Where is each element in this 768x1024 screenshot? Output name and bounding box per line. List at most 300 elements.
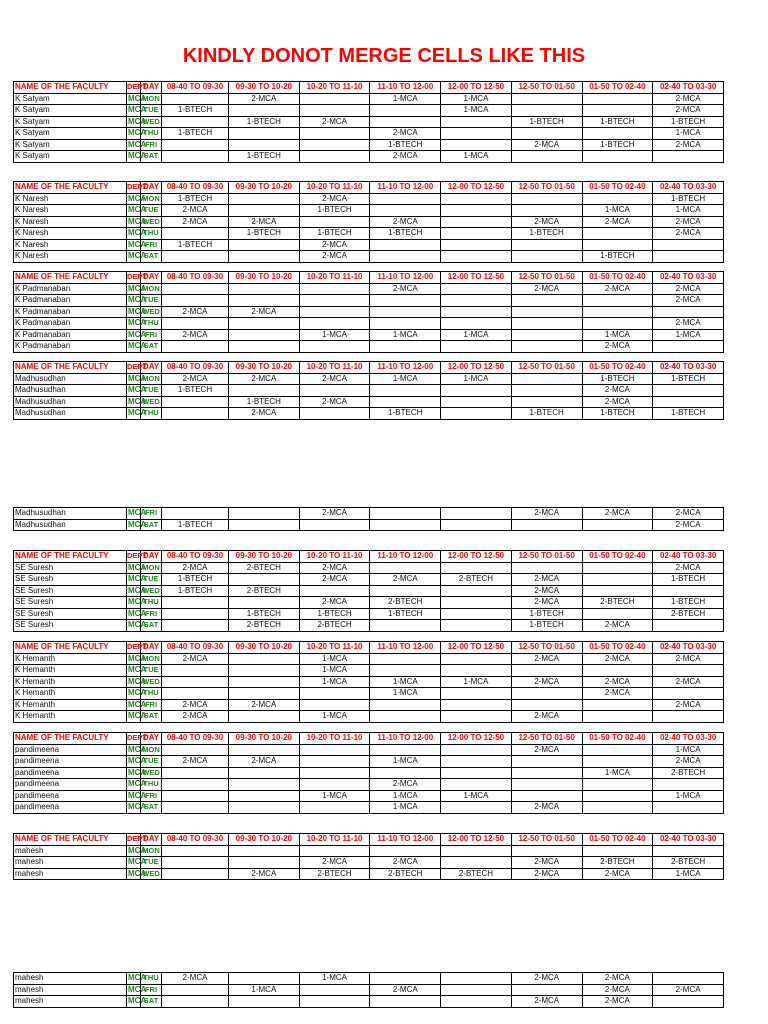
table-row bbox=[14, 620, 724, 632]
period-cell: 1-BTECH bbox=[582, 373, 653, 385]
period-cell bbox=[582, 711, 653, 723]
period-cell bbox=[441, 216, 512, 228]
dept-cell: MCA bbox=[128, 396, 147, 406]
period-cell bbox=[441, 139, 512, 151]
column-header: 02-40 TO 03-30 bbox=[653, 362, 724, 374]
period-cell: 1-MCA bbox=[441, 93, 512, 105]
day-cell: THU bbox=[141, 318, 162, 330]
period-cell: 2-MCA bbox=[582, 984, 653, 996]
period-cell bbox=[162, 341, 229, 353]
period-cell: 2-BTECH bbox=[229, 620, 300, 632]
period-cell bbox=[441, 802, 512, 814]
period-cell: 1-MCA bbox=[582, 205, 653, 217]
period-cell bbox=[370, 996, 441, 1008]
column-header: 11-10 TO 12-00 bbox=[370, 362, 441, 374]
day-cell: MON bbox=[142, 845, 160, 855]
column-header: DAY bbox=[141, 834, 162, 846]
dept-cell: MCA bbox=[128, 216, 147, 226]
period-cell bbox=[441, 128, 512, 140]
period-cell bbox=[441, 385, 512, 397]
period-cell bbox=[299, 699, 370, 711]
period-cell bbox=[441, 193, 512, 205]
day-cell: MON bbox=[142, 283, 160, 293]
column-header: 12-00 TO 12-50 bbox=[441, 82, 512, 94]
period-cell bbox=[511, 396, 582, 408]
period-cell: 1-MCA bbox=[370, 688, 441, 700]
faculty-name-cell: K Hemanth bbox=[14, 653, 127, 665]
faculty-name-cell: Madhusudhan bbox=[14, 385, 127, 397]
period-cell: 2-MCA bbox=[162, 699, 229, 711]
period-cell bbox=[229, 767, 300, 779]
faculty-name-cell: Madhusudhan bbox=[14, 396, 127, 408]
dept-cell: MCA bbox=[128, 767, 147, 777]
table-row bbox=[14, 239, 724, 251]
period-cell: 1-BTECH bbox=[229, 608, 300, 620]
column-header: 01-50 TO 02-40 bbox=[582, 642, 653, 654]
dept-cell: MCA bbox=[128, 373, 147, 383]
table-row bbox=[14, 116, 724, 128]
period-cell: 2-MCA bbox=[162, 373, 229, 385]
period-cell: 2-MCA bbox=[582, 676, 653, 688]
period-cell: 2-MCA bbox=[370, 779, 441, 791]
period-cell bbox=[653, 973, 724, 985]
period-cell: 2-MCA bbox=[229, 756, 300, 768]
period-cell bbox=[162, 116, 229, 128]
period-cell bbox=[229, 508, 300, 520]
table-row bbox=[14, 385, 724, 397]
period-cell bbox=[229, 802, 300, 814]
dept-cell: MCA bbox=[128, 744, 147, 754]
period-cell: 1-BTECH bbox=[370, 139, 441, 151]
period-cell bbox=[229, 283, 300, 295]
column-header: 12-00 TO 12-50 bbox=[441, 642, 512, 654]
period-cell bbox=[582, 790, 653, 802]
period-cell bbox=[370, 105, 441, 117]
column-header: DEPT bbox=[127, 834, 148, 844]
header-row bbox=[14, 733, 724, 745]
faculty-name-cell: mahesh bbox=[14, 973, 127, 985]
column-header: 02-40 TO 03-30 bbox=[653, 642, 724, 654]
period-cell bbox=[441, 608, 512, 620]
day-cell: FRI bbox=[141, 139, 162, 151]
period-cell: 2-BTECH bbox=[370, 597, 441, 609]
day-cell: TUE bbox=[141, 205, 162, 217]
table-row bbox=[14, 608, 724, 620]
period-cell bbox=[299, 151, 370, 163]
period-cell bbox=[162, 251, 229, 263]
period-cell: 2-MCA bbox=[511, 574, 582, 586]
column-header: 02-40 TO 03-30 bbox=[653, 272, 724, 284]
dept-cell: MCA bbox=[128, 711, 147, 721]
table-row bbox=[14, 105, 724, 117]
period-cell bbox=[162, 688, 229, 700]
table-row bbox=[14, 562, 724, 574]
faculty-name-cell: mahesh bbox=[14, 996, 127, 1008]
period-cell bbox=[653, 385, 724, 397]
period-cell bbox=[582, 228, 653, 240]
period-cell: 1-MCA bbox=[370, 756, 441, 768]
column-header: 12-50 TO 01-50 bbox=[511, 733, 582, 745]
period-cell bbox=[162, 845, 229, 857]
period-cell bbox=[162, 295, 229, 307]
period-cell bbox=[370, 845, 441, 857]
faculty-name-cell: K Padmanaban bbox=[14, 341, 127, 353]
period-cell bbox=[441, 283, 512, 295]
period-cell: 2-MCA bbox=[229, 868, 300, 880]
period-cell: 2-MCA bbox=[162, 205, 229, 217]
period-cell: 1-MCA bbox=[299, 711, 370, 723]
period-cell bbox=[441, 562, 512, 574]
period-cell bbox=[582, 744, 653, 756]
period-cell: 1-MCA bbox=[653, 790, 724, 802]
day-cell: MON bbox=[142, 373, 160, 383]
period-cell: 2-MCA bbox=[511, 744, 582, 756]
period-cell bbox=[582, 105, 653, 117]
period-cell bbox=[299, 688, 370, 700]
day-cell: TUE bbox=[141, 857, 162, 869]
dept-cell: MCA bbox=[128, 239, 147, 249]
period-cell: 1-MCA bbox=[441, 329, 512, 341]
period-cell bbox=[370, 385, 441, 397]
day-cell: SAT bbox=[141, 251, 162, 263]
column-header: 11-10 TO 12-00 bbox=[370, 733, 441, 745]
column-header: 10-20 TO 11-10 bbox=[299, 182, 370, 194]
period-cell bbox=[653, 251, 724, 263]
dept-cell: MCA bbox=[128, 996, 147, 1006]
period-cell: 1-BTECH bbox=[653, 574, 724, 586]
period-cell: 1-MCA bbox=[370, 329, 441, 341]
day-cell: THU bbox=[141, 688, 162, 700]
period-cell: 1-MCA bbox=[299, 329, 370, 341]
faculty-name-cell: K Naresh bbox=[14, 251, 127, 263]
period-cell bbox=[162, 996, 229, 1008]
period-cell: 1-MCA bbox=[441, 373, 512, 385]
period-cell: 1-BTECH bbox=[582, 251, 653, 263]
dept-cell: MCA bbox=[128, 665, 147, 675]
column-header: 12-00 TO 12-50 bbox=[441, 733, 512, 745]
period-cell bbox=[299, 139, 370, 151]
faculty-name-cell: K Hemanth bbox=[14, 688, 127, 700]
day-cell: THU bbox=[141, 597, 162, 609]
dept-cell: MCA bbox=[128, 283, 147, 293]
day-cell: FRI bbox=[141, 984, 162, 996]
day-cell: MON bbox=[142, 744, 160, 754]
faculty-name-cell: K Hemanth bbox=[14, 676, 127, 688]
period-cell bbox=[229, 318, 300, 330]
period-cell: 1-BTECH bbox=[299, 228, 370, 240]
column-header: 01-50 TO 02-40 bbox=[582, 272, 653, 284]
period-cell bbox=[370, 306, 441, 318]
period-cell bbox=[441, 295, 512, 307]
period-cell bbox=[653, 151, 724, 163]
period-cell: 1-MCA bbox=[299, 665, 370, 677]
period-cell: 1-MCA bbox=[370, 93, 441, 105]
table-row bbox=[14, 329, 724, 341]
period-cell bbox=[582, 519, 653, 531]
day-cell: MON bbox=[142, 93, 160, 103]
table-row bbox=[14, 151, 724, 163]
period-cell bbox=[162, 620, 229, 632]
day-cell: SAT bbox=[141, 620, 162, 632]
period-cell: 2-MCA bbox=[299, 251, 370, 263]
faculty-name-cell: K Hemanth bbox=[14, 699, 127, 711]
dept-cell: MCA bbox=[128, 868, 147, 878]
column-header: 11-10 TO 12-00 bbox=[370, 551, 441, 563]
period-cell: 1-BTECH bbox=[582, 116, 653, 128]
period-cell bbox=[511, 295, 582, 307]
column-header: 10-20 TO 11-10 bbox=[299, 272, 370, 284]
day-cell: FRI bbox=[141, 608, 162, 620]
period-cell bbox=[370, 562, 441, 574]
period-cell bbox=[162, 779, 229, 791]
column-header: 01-50 TO 02-40 bbox=[582, 82, 653, 94]
period-cell: 2-MCA bbox=[511, 973, 582, 985]
period-cell: 2-MCA bbox=[582, 688, 653, 700]
dept-cell: MCA bbox=[128, 139, 147, 149]
period-cell: 2-MCA bbox=[653, 676, 724, 688]
dept-cell: MCA bbox=[128, 251, 147, 261]
period-cell bbox=[370, 744, 441, 756]
table-row bbox=[14, 973, 724, 985]
column-header: 10-20 TO 11-10 bbox=[299, 82, 370, 94]
period-cell bbox=[370, 341, 441, 353]
period-cell bbox=[162, 857, 229, 869]
column-header: 09-30 TO 10-20 bbox=[229, 82, 300, 94]
period-cell bbox=[511, 329, 582, 341]
faculty-name-cell: K Satyam bbox=[14, 151, 127, 163]
faculty-name-cell: Madhusudhan bbox=[14, 408, 127, 420]
table-row bbox=[14, 711, 724, 723]
period-cell bbox=[653, 239, 724, 251]
column-header: DAY bbox=[141, 182, 162, 194]
period-cell bbox=[511, 756, 582, 768]
period-cell bbox=[582, 239, 653, 251]
table-row bbox=[14, 306, 724, 318]
period-cell: 2-BTECH bbox=[441, 574, 512, 586]
period-cell bbox=[299, 779, 370, 791]
faculty-name-cell: pandimeena bbox=[14, 790, 127, 802]
day-cell: SAT bbox=[141, 341, 162, 353]
faculty-name-cell: K Naresh bbox=[14, 239, 127, 251]
period-cell bbox=[441, 306, 512, 318]
dept-cell: MCA bbox=[128, 193, 147, 203]
faculty-name-cell: K Padmanaban bbox=[14, 318, 127, 330]
column-header: NAME OF THE FACULTY bbox=[14, 551, 127, 563]
column-header: 10-20 TO 11-10 bbox=[299, 733, 370, 745]
period-cell bbox=[511, 845, 582, 857]
faculty-name-cell: K Naresh bbox=[14, 228, 127, 240]
day-cell: TUE bbox=[141, 105, 162, 117]
dept-cell: MCA bbox=[128, 585, 147, 595]
column-header: 08-40 TO 09-30 bbox=[162, 272, 229, 284]
header-row bbox=[14, 272, 724, 284]
dept-cell: MCA bbox=[128, 802, 147, 812]
column-header: 12-00 TO 12-50 bbox=[441, 362, 512, 374]
table-row bbox=[14, 295, 724, 307]
header-row bbox=[14, 82, 724, 94]
column-header: 09-30 TO 10-20 bbox=[229, 834, 300, 846]
period-cell bbox=[441, 620, 512, 632]
period-cell bbox=[162, 508, 229, 520]
period-cell bbox=[511, 128, 582, 140]
period-cell: 2-MCA bbox=[370, 574, 441, 586]
day-cell: SAT bbox=[141, 802, 162, 814]
column-header: 08-40 TO 09-30 bbox=[162, 551, 229, 563]
period-cell bbox=[229, 193, 300, 205]
period-cell bbox=[582, 585, 653, 597]
period-cell: 2-MCA bbox=[582, 341, 653, 353]
column-header: 10-20 TO 11-10 bbox=[299, 551, 370, 563]
dept-cell: MCA bbox=[128, 519, 147, 529]
period-cell bbox=[162, 93, 229, 105]
period-cell: 2-MCA bbox=[653, 216, 724, 228]
period-cell bbox=[229, 574, 300, 586]
table-row bbox=[14, 205, 724, 217]
period-cell bbox=[582, 562, 653, 574]
period-cell bbox=[299, 93, 370, 105]
period-cell bbox=[511, 306, 582, 318]
period-cell: 2-BTECH bbox=[441, 868, 512, 880]
period-cell: 1-MCA bbox=[441, 151, 512, 163]
period-cell: 1-MCA bbox=[299, 790, 370, 802]
column-header: 11-10 TO 12-00 bbox=[370, 642, 441, 654]
column-header: 10-20 TO 11-10 bbox=[299, 362, 370, 374]
period-cell bbox=[162, 744, 229, 756]
period-cell bbox=[299, 385, 370, 397]
column-header: DAY bbox=[141, 272, 162, 284]
period-cell bbox=[441, 251, 512, 263]
table-row bbox=[14, 508, 724, 520]
period-cell: 2-MCA bbox=[653, 139, 724, 151]
period-cell bbox=[441, 341, 512, 353]
period-cell bbox=[511, 373, 582, 385]
faculty-name-cell: SE Suresh bbox=[14, 585, 127, 597]
column-header: NAME OF THE FACULTY bbox=[14, 182, 127, 194]
faculty-name-cell: pandimeena bbox=[14, 744, 127, 756]
period-cell bbox=[229, 973, 300, 985]
period-cell bbox=[582, 193, 653, 205]
period-cell bbox=[582, 93, 653, 105]
period-cell: 1-BTECH bbox=[653, 373, 724, 385]
period-cell bbox=[511, 779, 582, 791]
period-cell: 1-BTECH bbox=[229, 151, 300, 163]
period-cell bbox=[162, 767, 229, 779]
period-cell: 1-BTECH bbox=[370, 408, 441, 420]
period-cell: 1-MCA bbox=[229, 984, 300, 996]
table-row bbox=[14, 868, 724, 880]
period-cell bbox=[441, 228, 512, 240]
dept-cell: MCA bbox=[128, 562, 147, 572]
table-row bbox=[14, 318, 724, 330]
period-cell bbox=[441, 239, 512, 251]
table-row bbox=[14, 857, 724, 869]
column-header: 11-10 TO 12-00 bbox=[370, 182, 441, 194]
day-cell: TUE bbox=[141, 756, 162, 768]
period-cell: 2-MCA bbox=[511, 802, 582, 814]
period-cell: 2-MCA bbox=[229, 216, 300, 228]
period-cell bbox=[441, 756, 512, 768]
period-cell: 2-MCA bbox=[511, 711, 582, 723]
period-cell: 2-MCA bbox=[511, 283, 582, 295]
period-cell bbox=[653, 306, 724, 318]
period-cell: 2-MCA bbox=[511, 676, 582, 688]
faculty-name-cell: K Satyam bbox=[14, 93, 127, 105]
faculty-name-cell: K Hemanth bbox=[14, 711, 127, 723]
period-cell bbox=[229, 128, 300, 140]
period-cell: 2-BTECH bbox=[370, 868, 441, 880]
period-cell: 1-MCA bbox=[653, 744, 724, 756]
period-cell bbox=[229, 329, 300, 341]
column-header: 12-50 TO 01-50 bbox=[511, 834, 582, 846]
period-cell: 2-MCA bbox=[511, 597, 582, 609]
column-header: 08-40 TO 09-30 bbox=[162, 362, 229, 374]
period-cell bbox=[229, 688, 300, 700]
period-cell: 2-MCA bbox=[653, 984, 724, 996]
table-row bbox=[14, 699, 724, 711]
column-header: DEPT bbox=[127, 362, 148, 372]
day-cell: THU bbox=[141, 408, 162, 420]
period-cell: 2-BTECH bbox=[299, 620, 370, 632]
dept-cell: MCA bbox=[128, 116, 147, 126]
period-cell: 2-MCA bbox=[511, 139, 582, 151]
faculty-name-cell: K Padmanaban bbox=[14, 295, 127, 307]
period-cell: 1-BTECH bbox=[162, 105, 229, 117]
column-header: 10-20 TO 11-10 bbox=[299, 834, 370, 846]
day-cell: WED bbox=[142, 868, 160, 878]
period-cell bbox=[229, 779, 300, 791]
column-header: DAY bbox=[141, 82, 162, 94]
period-cell bbox=[299, 767, 370, 779]
faculty-name-cell: SE Suresh bbox=[14, 597, 127, 609]
column-header: 08-40 TO 09-30 bbox=[162, 834, 229, 846]
period-cell: 2-MCA bbox=[162, 216, 229, 228]
table-row bbox=[14, 251, 724, 263]
column-header: DAY bbox=[141, 551, 162, 563]
dept-cell: MCA bbox=[128, 597, 147, 607]
column-header: DEPT bbox=[127, 82, 148, 92]
period-cell bbox=[441, 205, 512, 217]
period-cell bbox=[511, 105, 582, 117]
period-cell bbox=[299, 756, 370, 768]
period-cell bbox=[229, 597, 300, 609]
day-cell: FRI bbox=[141, 699, 162, 711]
period-cell: 2-MCA bbox=[299, 562, 370, 574]
period-cell bbox=[229, 385, 300, 397]
period-cell bbox=[229, 744, 300, 756]
faculty-name-cell: K Padmanaban bbox=[14, 306, 127, 318]
period-cell bbox=[229, 790, 300, 802]
faculty-name-cell: K Satyam bbox=[14, 116, 127, 128]
day-cell: THU bbox=[141, 228, 162, 240]
period-cell: 2-MCA bbox=[511, 508, 582, 520]
period-cell bbox=[441, 653, 512, 665]
faculty-name-cell: SE Suresh bbox=[14, 620, 127, 632]
day-cell: FRI bbox=[141, 329, 162, 341]
column-header: 08-40 TO 09-30 bbox=[162, 642, 229, 654]
period-cell: 1-BTECH bbox=[162, 585, 229, 597]
table-row bbox=[14, 744, 724, 756]
column-header: 09-30 TO 10-20 bbox=[229, 642, 300, 654]
period-cell: 2-BTECH bbox=[653, 608, 724, 620]
column-header: NAME OF THE FACULTY bbox=[14, 272, 127, 284]
period-cell bbox=[299, 744, 370, 756]
dept-cell: MCA bbox=[128, 779, 147, 789]
period-cell bbox=[653, 845, 724, 857]
period-cell bbox=[511, 239, 582, 251]
period-cell: 2-MCA bbox=[229, 306, 300, 318]
period-cell bbox=[441, 779, 512, 791]
faculty-name-cell: SE Suresh bbox=[14, 562, 127, 574]
